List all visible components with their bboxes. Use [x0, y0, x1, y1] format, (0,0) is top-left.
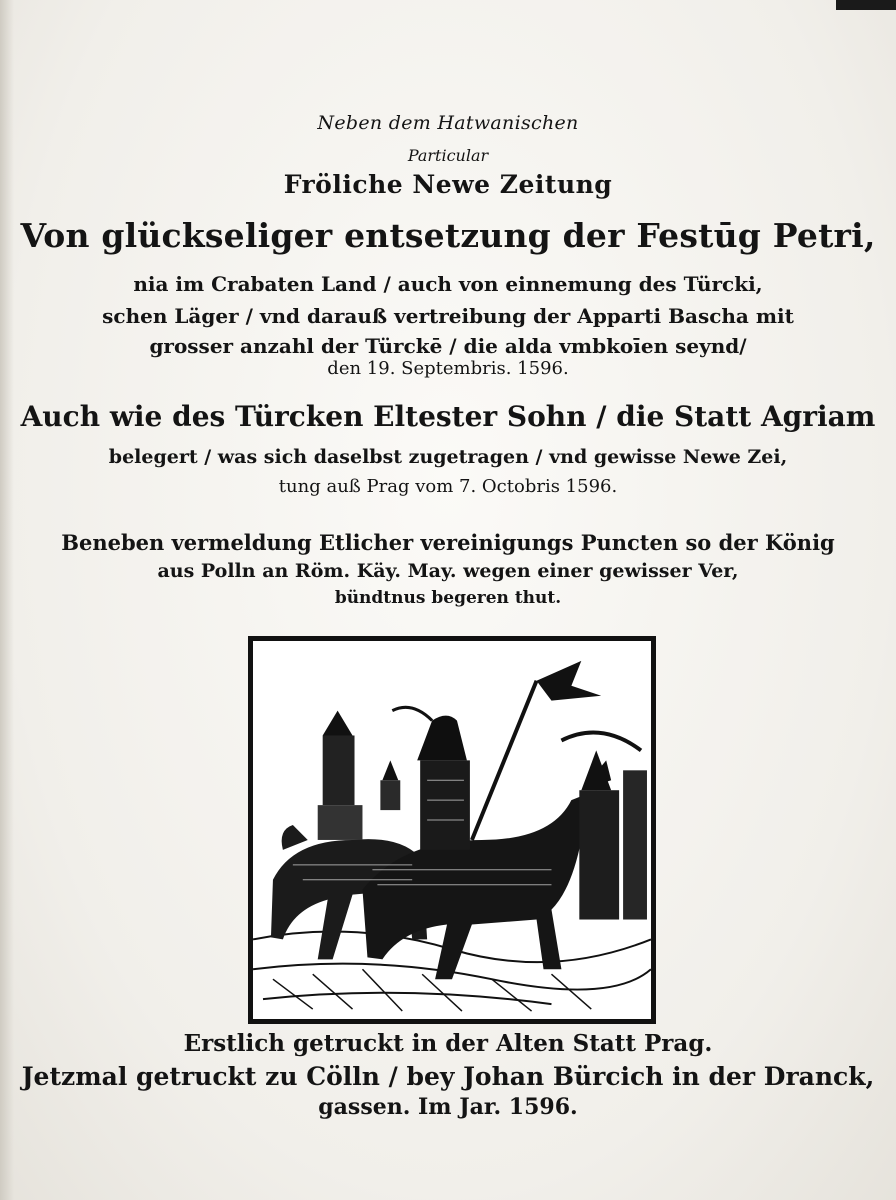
- title-line-9: Auch wie des Türcken Eltester Sohn / die Statt Agriam: [20, 400, 876, 433]
- woodcut-horsemen-scene: [253, 641, 651, 1019]
- title-line-10: belegert / was sich daselbst zugetragen / vnd gewisse Newe Zei,: [108, 446, 788, 468]
- title-line-6: schen Läger / vnd darauß vertreibung der Apparti Bascha mit: [102, 304, 794, 328]
- title-line-2: Particular: [407, 146, 489, 165]
- title-line-4: Von glückseliger entsetzung der Festūg Petri,: [20, 216, 876, 255]
- title-line-12: Beneben vermeldung Etlicher vereinigungs Puncten so der König: [61, 530, 835, 555]
- imprint-line-2: Jetzmal getruckt zu Cölln / bey Johan Bürcich in der Dranck,: [21, 1062, 875, 1091]
- title-line-5: nia im Crabaten Land / auch von einnemung des Türcki,: [133, 272, 763, 296]
- title-line-7: grosser anzahl der Türckē / die alda vmbkoīen seynd/: [149, 334, 747, 358]
- scan-corner-mark: [836, 0, 896, 10]
- title-line-8: den 19. Septembris. 1596.: [327, 358, 569, 379]
- title-line-11: tung auß Prag vom 7. Octobris 1596.: [278, 476, 618, 497]
- title-line-14: bündtnus begeren thut.: [334, 588, 562, 608]
- title-line-13: aus Polln an Röm. Käy. May. wegen einer gewisser Ver,: [157, 560, 739, 582]
- title-line-3: Fröliche Newe Zeitung: [283, 170, 613, 199]
- imprint-line-1: Erstlich getruckt in der Alten Statt Prag.: [183, 1030, 713, 1057]
- woodcut-illustration: [248, 636, 656, 1024]
- title-line-1: Neben dem Hatwanischen: [317, 112, 579, 134]
- imprint-line-3: gassen. Im Jar. 1596.: [318, 1094, 578, 1120]
